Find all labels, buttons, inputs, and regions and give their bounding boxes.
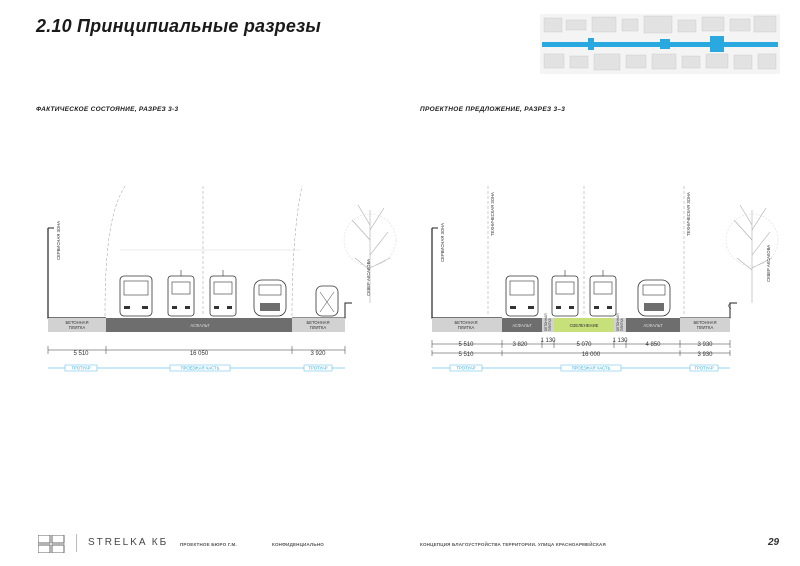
footer-divider <box>76 534 77 552</box>
existing-section <box>48 186 396 371</box>
proposed-small-paving-right-2: ПЛИТКА <box>620 318 624 331</box>
proposed-dim-5: 1 130 <box>612 338 628 344</box>
footer-confidential: КОНФИДЕНЦИАЛЬНО <box>272 542 324 547</box>
proposed-paving-left-label-2: ПЛИТКА <box>457 325 475 330</box>
proposed-section <box>432 186 778 371</box>
proposed-dim-3: 1 130 <box>540 338 556 344</box>
proposed-section-title: ПРОЕКТНОЕ ПРЕДЛОЖЕНИЕ, РАЗРЕЗ 3–3 <box>420 106 566 113</box>
bus-icon <box>506 276 538 316</box>
car-icon <box>638 280 670 316</box>
kiosk-icon <box>316 286 338 316</box>
proposed-asphalt-right-label: АСФАЛЬТ <box>643 323 663 328</box>
existing-paving-right-label-1: БЕТОННАЯ <box>306 320 330 325</box>
proposed-small-paving-left-2: ПЛИТКА <box>548 318 552 331</box>
proposed-paving-right-label-1: БЕТОННАЯ <box>693 320 717 325</box>
existing-paving-left-label-1: БЕТОННАЯ <box>65 320 89 325</box>
square-label: СКВЕР АКСАКОВА <box>766 244 771 282</box>
footer-subtitle: КОНЦЕПЦИЯ БЛАГОУСТРОЙСТВА ТЕРРИТОРИИ. УЛИЦА КРАСНОАРМЕЙСКАЯ <box>420 542 606 547</box>
proposed-dim-6: 4 850 <box>645 342 661 348</box>
proposed-dim-7: 3 930 <box>697 342 713 348</box>
proposed-zone-roadway: ПРОЕЗЖАЯ ЧАСТЬ <box>571 365 611 371</box>
tram-icon <box>168 270 194 316</box>
existing-dim-roadway: 16 050 <box>189 351 209 357</box>
bus-icon <box>120 276 152 316</box>
existing-zone-roadway: ПРОЕЗЖАЯ ЧАСТЬ <box>180 365 220 371</box>
technical-zone-right-label: ТЕХНИЧЕСКАЯ ЗОНА <box>686 192 691 236</box>
service-zone-label: СЕРВИСНАЯ ЗОНА <box>56 221 61 260</box>
car-icon <box>254 280 286 316</box>
page-title: 2.10 Принципиальные разрезы <box>36 16 321 36</box>
existing-section-title: ФАКТИЧЕСКОЕ СОСТОЯНИЕ, РАЗРЕЗ 3-3 <box>36 106 179 113</box>
page-number: 29 <box>768 537 780 548</box>
proposed-dim-4: 5 070 <box>576 342 592 348</box>
proposed-zone-sidewalk-right: ТРОТУАР <box>694 365 714 371</box>
existing-paving-right-label-2: ПЛИТКА <box>309 325 327 330</box>
proposed-dim-sidewalk-right: 3 930 <box>697 352 713 358</box>
existing-asphalt-label: АСФАЛЬТ <box>190 323 210 328</box>
proposed-dim-1: 5 510 <box>458 342 474 348</box>
proposed-small-paving-right-1: БЕТОННАЯ <box>616 313 620 331</box>
existing-zone-sidewalk-right: ТРОТУАР <box>308 365 328 371</box>
service-zone-label: СЕРВИСНАЯ ЗОНА <box>440 223 445 262</box>
proposed-dim-roadway: 16 000 <box>581 352 601 358</box>
proposed-asphalt-left-label: АСФАЛЬТ <box>512 323 532 328</box>
existing-zone-sidewalk-left: ТРОТУАР <box>71 365 91 371</box>
proposed-small-paving-left-1: БЕТОННАЯ <box>544 313 548 331</box>
proposed-green-label: ОЗЕЛЕНЕНИЕ <box>569 323 599 328</box>
existing-dim-sidewalk-right: 3 920 <box>310 351 326 357</box>
tram-icon <box>210 270 236 316</box>
tram-icon <box>590 270 616 316</box>
proposed-dim-sidewalk-left: 5 510 <box>458 352 474 358</box>
tram-icon <box>552 270 578 316</box>
footer-project: ПРОЕКТНОЕ БЮРО Г.М. <box>180 542 237 547</box>
existing-dim-sidewalk-left: 5 510 <box>73 351 89 357</box>
proposed-dim-2: 3 820 <box>512 342 528 348</box>
brand-logo: STRELKA КБ <box>88 537 169 548</box>
square-label: СКВЕР АКСАКОВА <box>366 258 371 296</box>
proposed-zone-sidewalk-left: ТРОТУАР <box>456 365 476 371</box>
existing-paving-left-label-2: ПЛИТКА <box>68 325 86 330</box>
proposed-paving-right-label-2: ПЛИТКА <box>696 325 714 330</box>
technical-zone-left-label: ТЕХНИЧЕСКАЯ ЗОНА <box>490 192 495 236</box>
proposed-paving-left-label-1: БЕТОННАЯ <box>454 320 478 325</box>
partner-logo <box>38 535 66 553</box>
